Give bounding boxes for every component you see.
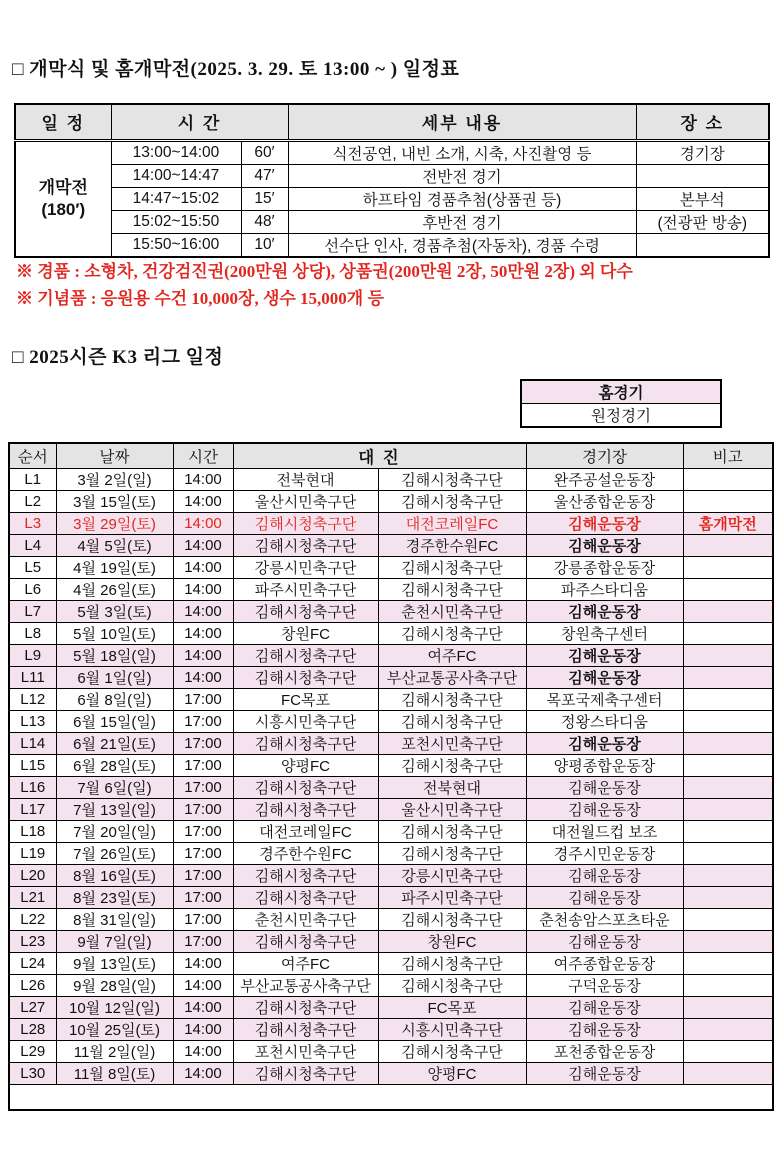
league-header-stadium: 경기장 (526, 443, 683, 469)
match-no: L24 (9, 953, 56, 975)
match-row (9, 975, 773, 997)
match-date: 4월 19일(토) (56, 557, 173, 579)
ceremony-detail: 후반전 경기 (288, 210, 636, 233)
match-time: 17:00 (173, 733, 233, 755)
ceremony-header-row (15, 104, 769, 140)
ceremony-detail: 식전공연, 내빈 소개, 시축, 사진촬영 등 (288, 140, 636, 164)
match-date: 9월 28일(일) (56, 975, 173, 997)
match-date: 6월 21일(토) (56, 733, 173, 755)
match-no: L3 (9, 513, 56, 535)
match-row (9, 755, 773, 777)
match-row (9, 469, 773, 491)
match-stadium: 파주스타디움 (526, 579, 683, 601)
match-stadium: 김해운동장 (526, 799, 683, 821)
match-home-team: 김해시청축구단 (233, 733, 378, 755)
match-stadium: 목포국제축구센터 (526, 689, 683, 711)
match-no: L4 (9, 535, 56, 557)
match-row (9, 865, 773, 887)
match-stadium: 김해운동장 (526, 601, 683, 623)
match-date: 5월 18일(일) (56, 645, 173, 667)
match-no: L7 (9, 601, 56, 623)
match-time: 14:00 (173, 535, 233, 557)
match-time: 14:00 (173, 1063, 233, 1085)
match-time: 14:00 (173, 557, 233, 579)
match-date: 7월 6일(일) (56, 777, 173, 799)
match-time: 17:00 (173, 865, 233, 887)
match-away-team: 김해시청축구단 (378, 469, 526, 491)
opening-ceremony-table (14, 103, 770, 258)
match-stadium: 구덕운동장 (526, 975, 683, 997)
match-home-team: 양평FC (233, 755, 378, 777)
ceremony-time-range: 13:00~14:00 (111, 140, 241, 164)
match-no: L27 (9, 997, 56, 1019)
match-no: L19 (9, 843, 56, 865)
match-away-team: 김해시청축구단 (378, 623, 526, 645)
match-row (9, 579, 773, 601)
match-home-team: 김해시청축구단 (233, 535, 378, 557)
ceremony-header-schedule: 일 정 (15, 104, 111, 140)
match-row (9, 1041, 773, 1063)
match-date: 6월 15일(일) (56, 711, 173, 733)
match-time: 14:00 (173, 469, 233, 491)
match-note (683, 491, 773, 513)
match-note (683, 469, 773, 491)
empty-cell (9, 1085, 773, 1110)
match-time: 17:00 (173, 887, 233, 909)
match-date: 4월 5일(토) (56, 535, 173, 557)
legend-home-row (521, 380, 721, 404)
match-time: 17:00 (173, 689, 233, 711)
match-time: 14:00 (173, 1019, 233, 1041)
match-away-team: 김해시청축구단 (378, 557, 526, 579)
match-stadium: 정왕스타디움 (526, 711, 683, 733)
match-home-team: 춘천시민축구단 (233, 909, 378, 931)
match-row (9, 887, 773, 909)
legend-home-label: 홈경기 (521, 380, 721, 404)
league-header-time: 시간 (173, 443, 233, 469)
match-note (683, 997, 773, 1019)
match-row (9, 1063, 773, 1085)
match-stadium: 김해운동장 (526, 733, 683, 755)
match-time: 17:00 (173, 799, 233, 821)
match-no: L30 (9, 1063, 56, 1085)
match-no: L16 (9, 777, 56, 799)
match-note (683, 667, 773, 689)
match-home-team: FC목포 (233, 689, 378, 711)
match-date: 9월 13일(토) (56, 953, 173, 975)
match-note (683, 909, 773, 931)
match-away-team: 전북현대 (378, 777, 526, 799)
match-home-team: 김해시청축구단 (233, 513, 378, 535)
match-stadium: 김해운동장 (526, 997, 683, 1019)
match-home-team: 김해시청축구단 (233, 1063, 378, 1085)
match-no: L2 (9, 491, 56, 513)
ceremony-time-range: 15:50~16:00 (111, 233, 241, 257)
ceremony-place: 본부석 (636, 187, 769, 210)
match-away-team: 강릉시민축구단 (378, 865, 526, 887)
match-time: 17:00 (173, 909, 233, 931)
ceremony-row (15, 187, 769, 210)
ceremony-row (15, 140, 769, 164)
match-note (683, 1063, 773, 1085)
match-away-team: 김해시청축구단 (378, 579, 526, 601)
ceremony-duration: 10′ (241, 233, 288, 257)
match-date: 7월 13일(일) (56, 799, 173, 821)
match-time: 17:00 (173, 931, 233, 953)
match-away-team: 김해시청축구단 (378, 843, 526, 865)
match-stadium: 김해운동장 (526, 535, 683, 557)
match-home-team: 김해시청축구단 (233, 777, 378, 799)
match-no: L6 (9, 579, 56, 601)
match-away-team: 김해시청축구단 (378, 755, 526, 777)
ceremony-duration: 60′ (241, 140, 288, 164)
match-away-team: 김해시청축구단 (378, 821, 526, 843)
match-time: 14:00 (173, 579, 233, 601)
match-date: 9월 7일(일) (56, 931, 173, 953)
ceremony-row (15, 210, 769, 233)
match-home-team: 김해시청축구단 (233, 601, 378, 623)
match-time: 14:00 (173, 667, 233, 689)
league-schedule-title: □ 2025시즌 K3 리그 일정 (12, 347, 224, 368)
match-row (9, 953, 773, 975)
match-time: 17:00 (173, 843, 233, 865)
match-away-team: 시흥시민축구단 (378, 1019, 526, 1041)
match-stadium: 춘천송암스포츠타운 (526, 909, 683, 931)
match-note (683, 579, 773, 601)
ceremony-row (15, 233, 769, 257)
match-away-team: 부산교통공사축구단 (378, 667, 526, 689)
match-row (9, 557, 773, 579)
match-away-team: 김해시청축구단 (378, 953, 526, 975)
match-row (9, 799, 773, 821)
match-date: 7월 20일(일) (56, 821, 173, 843)
match-date: 8월 23일(토) (56, 887, 173, 909)
league-header-row (9, 443, 773, 469)
match-stadium: 대전월드컵 보조 (526, 821, 683, 843)
ceremony-time-range: 15:02~15:50 (111, 210, 241, 233)
ceremony-place (636, 164, 769, 187)
match-time: 14:00 (173, 997, 233, 1019)
ceremony-row (15, 164, 769, 187)
match-row (9, 843, 773, 865)
match-no: L15 (9, 755, 56, 777)
match-stadium: 김해운동장 (526, 777, 683, 799)
ceremony-detail: 하프타임 경품추첨(상품권 등) (288, 187, 636, 210)
ceremony-duration: 48′ (241, 210, 288, 233)
match-note (683, 1041, 773, 1063)
match-row (9, 491, 773, 513)
match-away-team: 춘천시민축구단 (378, 601, 526, 623)
match-date: 7월 26일(토) (56, 843, 173, 865)
ceremony-time-range: 14:00~14:47 (111, 164, 241, 187)
match-stadium: 김해운동장 (526, 667, 683, 689)
match-away-team: FC목포 (378, 997, 526, 1019)
legend-table (520, 379, 722, 428)
match-stadium: 창원축구센터 (526, 623, 683, 645)
match-time: 14:00 (173, 491, 233, 513)
match-date: 3월 2일(일) (56, 469, 173, 491)
match-stadium: 완주공설운동장 (526, 469, 683, 491)
match-row (9, 821, 773, 843)
match-home-team: 포천시민축구단 (233, 1041, 378, 1063)
match-home-team: 김해시청축구단 (233, 865, 378, 887)
match-home-team: 김해시청축구단 (233, 645, 378, 667)
empty-row (9, 1085, 773, 1110)
match-home-team: 강릉시민축구단 (233, 557, 378, 579)
match-no: L22 (9, 909, 56, 931)
match-home-team: 경주한수원FC (233, 843, 378, 865)
match-note: 홈개막전 (683, 513, 773, 535)
match-home-team: 김해시청축구단 (233, 667, 378, 689)
note-souvenirs: ※ 기념품 : 응원용 수건 10,000장, 생수 15,000개 등 (16, 289, 384, 308)
match-row (9, 1019, 773, 1041)
league-header-date: 날짜 (56, 443, 173, 469)
match-row (9, 733, 773, 755)
match-home-team: 김해시청축구단 (233, 799, 378, 821)
match-stadium: 김해운동장 (526, 1063, 683, 1085)
ceremony-time-range: 14:47~15:02 (111, 187, 241, 210)
match-date: 5월 10일(토) (56, 623, 173, 645)
match-away-team: 경주한수원FC (378, 535, 526, 557)
match-note (683, 1019, 773, 1041)
match-no: L26 (9, 975, 56, 997)
match-no: L17 (9, 799, 56, 821)
match-home-team: 김해시청축구단 (233, 931, 378, 953)
match-note (683, 557, 773, 579)
match-note (683, 821, 773, 843)
ceremony-place: 경기장 (636, 140, 769, 164)
match-time: 14:00 (173, 513, 233, 535)
match-row (9, 777, 773, 799)
match-away-team: 창원FC (378, 931, 526, 953)
match-home-team: 김해시청축구단 (233, 997, 378, 1019)
match-time: 17:00 (173, 755, 233, 777)
match-no: L13 (9, 711, 56, 733)
match-note (683, 931, 773, 953)
match-date: 6월 1일(일) (56, 667, 173, 689)
match-no: L9 (9, 645, 56, 667)
legend-away-label: 원정경기 (521, 404, 721, 428)
match-home-team: 김해시청축구단 (233, 1019, 378, 1041)
match-row (9, 535, 773, 557)
match-date: 10월 25일(토) (56, 1019, 173, 1041)
match-home-team: 대전코레일FC (233, 821, 378, 843)
match-row (9, 645, 773, 667)
match-stadium: 김해운동장 (526, 931, 683, 953)
match-stadium: 김해운동장 (526, 865, 683, 887)
match-stadium: 김해운동장 (526, 887, 683, 909)
match-note (683, 711, 773, 733)
match-no: L23 (9, 931, 56, 953)
match-date: 10월 12일(일) (56, 997, 173, 1019)
match-away-team: 울산시민축구단 (378, 799, 526, 821)
notes (16, 258, 776, 312)
match-no: L18 (9, 821, 56, 843)
match-no: L1 (9, 469, 56, 491)
match-stadium: 포천종합운동장 (526, 1041, 683, 1063)
match-home-team: 울산시민축구단 (233, 491, 378, 513)
match-home-team: 부산교통공사축구단 (233, 975, 378, 997)
match-no: L11 (9, 667, 56, 689)
match-time: 17:00 (173, 821, 233, 843)
league-header-note: 비고 (683, 443, 773, 469)
match-away-team: 파주시민축구단 (378, 887, 526, 909)
match-row (9, 689, 773, 711)
match-away-team: 포천시민축구단 (378, 733, 526, 755)
match-no: L8 (9, 623, 56, 645)
match-row (9, 623, 773, 645)
match-row (9, 997, 773, 1019)
match-away-team: 김해시청축구단 (378, 689, 526, 711)
match-no: L29 (9, 1041, 56, 1063)
ceremony-duration: 15′ (241, 187, 288, 210)
match-no: L28 (9, 1019, 56, 1041)
match-stadium: 강릉종합운동장 (526, 557, 683, 579)
match-date: 11월 8일(토) (56, 1063, 173, 1085)
match-date: 6월 8일(일) (56, 689, 173, 711)
ceremony-place: (전광판 방송) (636, 210, 769, 233)
match-note (683, 887, 773, 909)
match-note (683, 535, 773, 557)
match-no: L21 (9, 887, 56, 909)
match-away-team: 김해시청축구단 (378, 909, 526, 931)
match-note (683, 953, 773, 975)
match-note (683, 601, 773, 623)
match-no: L20 (9, 865, 56, 887)
match-time: 14:00 (173, 1041, 233, 1063)
match-date: 5월 3일(토) (56, 601, 173, 623)
match-row (9, 513, 773, 535)
match-note (683, 645, 773, 667)
league-header-match: 대 진 (233, 443, 526, 469)
ceremony-header-place: 장 소 (636, 104, 769, 140)
match-no: L12 (9, 689, 56, 711)
match-home-team: 파주시민축구단 (233, 579, 378, 601)
match-home-team: 김해시청축구단 (233, 887, 378, 909)
match-away-team: 대전코레일FC (378, 513, 526, 535)
match-stadium: 여주종합운동장 (526, 953, 683, 975)
ceremony-duration: 47′ (241, 164, 288, 187)
match-stadium: 양평종합운동장 (526, 755, 683, 777)
ceremony-detail: 전반전 경기 (288, 164, 636, 187)
match-away-team: 양평FC (378, 1063, 526, 1085)
match-time: 14:00 (173, 601, 233, 623)
match-note (683, 843, 773, 865)
match-away-team: 여주FC (378, 645, 526, 667)
match-stadium: 김해운동장 (526, 513, 683, 535)
match-no: L5 (9, 557, 56, 579)
match-date: 3월 29일(토) (56, 513, 173, 535)
match-time: 14:00 (173, 953, 233, 975)
match-note (683, 865, 773, 887)
match-home-team: 전북현대 (233, 469, 378, 491)
match-time: 17:00 (173, 777, 233, 799)
match-date: 6월 28일(토) (56, 755, 173, 777)
ceremony-detail: 선수단 인사, 경품추첨(자동차), 경품 수령 (288, 233, 636, 257)
match-away-team: 김해시청축구단 (378, 711, 526, 733)
match-row (9, 601, 773, 623)
match-note (683, 755, 773, 777)
ceremony-header-time: 시 간 (111, 104, 288, 140)
ceremony-schedule-cell: 개막전 (180′) (15, 140, 111, 257)
match-note (683, 799, 773, 821)
match-row (9, 931, 773, 953)
match-note (683, 623, 773, 645)
match-away-team: 김해시청축구단 (378, 491, 526, 513)
match-stadium: 김해운동장 (526, 645, 683, 667)
match-away-team: 김해시청축구단 (378, 975, 526, 997)
match-home-team: 시흥시민축구단 (233, 711, 378, 733)
match-note (683, 733, 773, 755)
match-time: 14:00 (173, 645, 233, 667)
league-schedule-table (8, 442, 774, 1111)
match-no: L14 (9, 733, 56, 755)
opening-ceremony-title: □ 개막식 및 홈개막전(2025. 3. 29. 토 13:00 ~ ) 일정표 (12, 59, 460, 80)
match-time: 14:00 (173, 623, 233, 645)
ceremony-place (636, 233, 769, 257)
legend-away-row (521, 404, 721, 428)
match-home-team: 창원FC (233, 623, 378, 645)
match-note (683, 975, 773, 997)
match-stadium: 울산종합운동장 (526, 491, 683, 513)
league-header-no: 순서 (9, 443, 56, 469)
match-date: 3월 15일(토) (56, 491, 173, 513)
match-date: 8월 31일(일) (56, 909, 173, 931)
match-stadium: 김해운동장 (526, 1019, 683, 1041)
match-away-team: 김해시청축구단 (378, 1041, 526, 1063)
match-home-team: 여주FC (233, 953, 378, 975)
note-prizes: ※ 경품 : 소형차, 건강검진권(200만원 상당), 상품권(200만원 2장, 50만원 2장) 외 다수 (16, 262, 633, 281)
match-note (683, 689, 773, 711)
match-stadium: 경주시민운동장 (526, 843, 683, 865)
match-note (683, 777, 773, 799)
match-time: 17:00 (173, 711, 233, 733)
match-row (9, 667, 773, 689)
match-date: 4월 26일(토) (56, 579, 173, 601)
ceremony-header-detail: 세부 내용 (288, 104, 636, 140)
match-row (9, 711, 773, 733)
match-row (9, 909, 773, 931)
match-time: 14:00 (173, 975, 233, 997)
match-date: 8월 16일(토) (56, 865, 173, 887)
match-date: 11월 2일(일) (56, 1041, 173, 1063)
